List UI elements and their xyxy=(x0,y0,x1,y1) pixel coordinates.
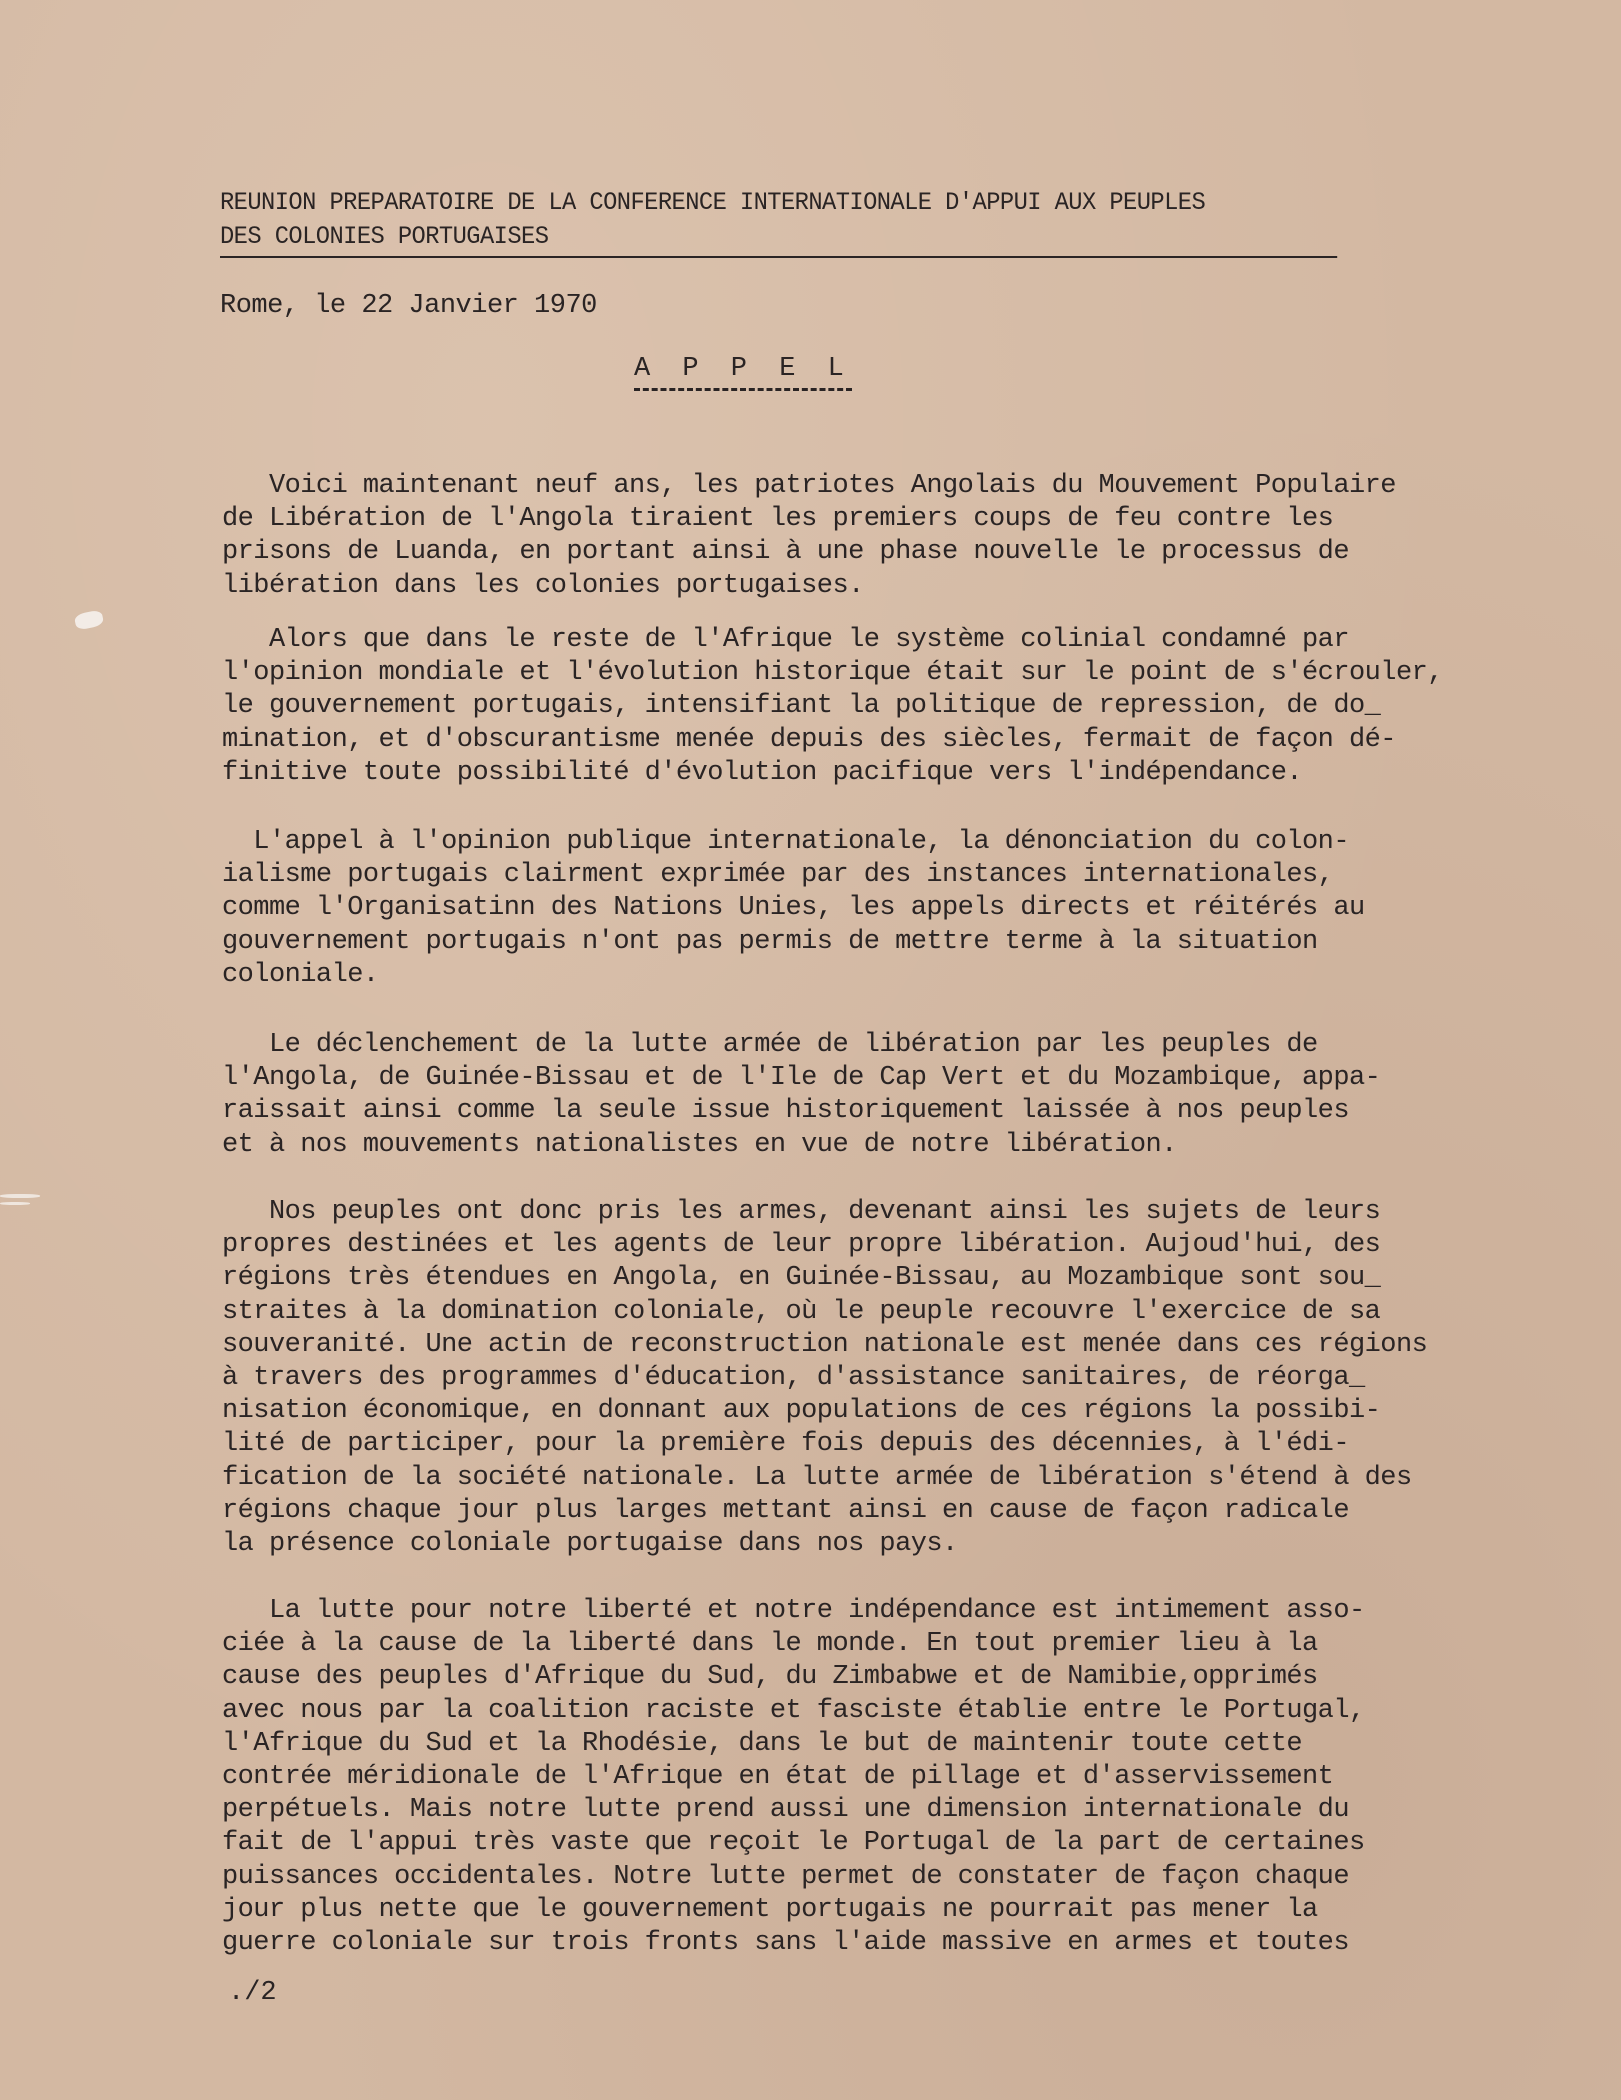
paper-speck xyxy=(0,1194,40,1198)
header-line-2: DES COLONIES PORTUGAISES xyxy=(220,220,1337,258)
paragraph-6: La lutte pour notre liberté et notre indépendance est intimement asso- ciée à la cause de la liberté dans le monde. En tout premier lieu à la cause des peuples d'Afrique du Sud, du Zimbabwe et de Namibie,opprimés avec nous par la coalition raciste et fasciste établie entre le Portugal, l'Afrique du Sud et la Rhodésie, dans le but de maintenir toute cette contrée méridionale de l'Afrique en état de pillage et d'asservissement perpétuels. Mais notre lutte prend aussi une dimension internationale du fait de l'appui très vaste que reçoit le Portugal de la part de certaines puissances occidentales. Notre lutte permet de constater de façon chaque jour plus nette que le gouvernement portugais ne pourrait pas mener la guerre coloniale sur trois fronts sans l'aide massive en armes et toutes xyxy=(222,1596,1365,1959)
paper-speck xyxy=(0,1202,30,1205)
paragraph-5: Nos peuples ont donc pris les armes, devenant ainsi les sujets de leurs propres destinées et les agents de leur propre libération. Aujoud'hui, des régions très étendues en Angola, en Guinée-Bissau, au Mozambique sont sou_ straites à la domination coloniale, où le peuple recouvre l'exercice de sa souveranité. Une actin de reconstruction nationale est menée dans ces régions à travers des programmes d'éducation, d'assistance sanitaires, de réorga_ nisation économique, en donnant aux populations de ces régions la possibi- lité de participer, pour la première fois depuis des décennies, à l'édi- fication de la société nationale. La lutte armée de libération s'étend à des régions chaque jour plus larges mettant ainsi en cause de façon radicale la présence coloniale portugaise dans nos pays. xyxy=(222,1197,1428,1560)
document-date: Rome, le 22 Janvier 1970 xyxy=(220,291,597,321)
page-continuation-marker: ./2 xyxy=(228,1978,277,2008)
document-title: A P P E L xyxy=(634,354,852,391)
paragraph-2: Alors que dans le reste de l'Afrique le système colinial condamné par l'opinion mondiale et l'évolution historique était sur le point de s'écrouler, le gouvernement portugais, intensifiant la politique de repression, de do_ mination, et d'obscurantisme menée depuis des siècles, fermait de façon dé- finitive toute possibilité d'évolution pacifique vers l'indépendance. xyxy=(222,625,1443,788)
paragraph-4: Le déclenchement de la lutte armée de libération par les peuples de l'Angola, de Guinée-Bissau et de l'Ile de Cap Vert et du Mozambique, appa- raissait ainsi comme la seule issue historiquement laissée à nos peuples et à nos mouvements nationalistes en vue de notre libération. xyxy=(222,1030,1381,1160)
document-header xyxy=(220,186,1360,258)
header-line-1: REUNION PREPARATOIRE DE LA CONFERENCE INTERNATIONALE D'APPUI AUX PEUPLES xyxy=(220,188,1206,217)
paper-speck xyxy=(74,609,105,630)
paragraph-1: Voici maintenant neuf ans, les patriotes Angolais du Mouvement Populaire de Libération de l'Angola tiraient les premiers coups de feu contre les prisons de Luanda, en portant ainsi à une phase nouvelle le processus de libération dans les colonies portugaises. xyxy=(222,471,1396,601)
paragraph-3: L'appel à l'opinion publique internationale, la dénonciation du colon- ialisme portugais clairment exprimée par des instances internationales, comme l'Organisatinn des Nations Unies, les appels directs et réitérés au gouvernement portugais n'ont pas permis de mettre terme à la situation coloniale. xyxy=(222,827,1365,990)
